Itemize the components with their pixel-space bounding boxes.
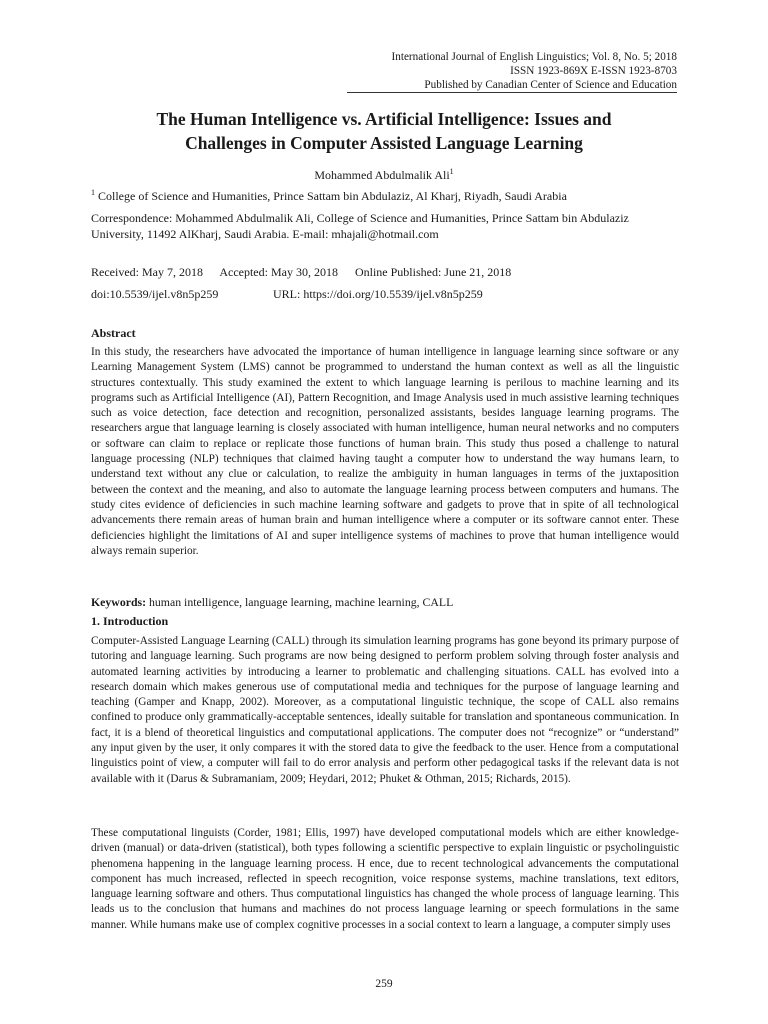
affiliation: [91, 188, 567, 204]
keywords: [91, 595, 453, 610]
journal-issn: ISSN 1923-869X E-ISSN 1923-8703: [510, 65, 677, 77]
introduction-paragraph-1: Computer-Assisted Language Learning (CALL) through its simulation learning programs has gone beyond its primary purpose of tutoring and language learning. Such programs are now being designed to perform problem solving through foster analysis and automated learning activities by introducing a learner to problematic and challenging situations. CALL has evolved into a research domain which makes generous use of computational media and techniques for the purpose of language learning and teaching (Gamper and Knapp, 2002). Moreover, as a computational linguistic technique, the scope of CALL also remains confined to produce only grammatically-acceptable sentences, ideally suitable for translation and spontaneous communication. In fact, it is a blend of theoretical linguistics and computational applications. The computer does not “recognize” or “understand” any input given by the user, it only compares it with the stored data to give the feedback to the user. Hence from a computational linguistics point of view, a computer will fail to do error analysis and perform other pedagogical tasks if the relevant data is not available with it (Darus & Subramaniam, 2009; Heydari, 2012; Phuket & Othman, 2015; Richards, 2015).: [91, 635, 679, 785]
title-line-2: Challenges in Computer Assisted Language Learning: [185, 133, 583, 153]
doi-url[interactable]: URL: https://doi.org/10.5539/ijel.v8n5p259: [273, 287, 483, 301]
journal-publisher: Published by Canadian Center of Science and Education: [424, 79, 677, 91]
affiliation-text: College of Science and Humanities, Prince Sattam bin Abdulaziz, Al Kharj, Riyadh, Saudi Arabia: [98, 189, 567, 203]
doi-line: [91, 287, 483, 302]
affiliation-marker: 1: [91, 188, 95, 197]
keywords-text: human intelligence, language learning, machine learning, CALL: [146, 595, 454, 609]
paper-title: [0, 107, 768, 155]
accepted-date: Accepted: May 30, 2018: [219, 265, 338, 279]
abstract-text: In this study, the researchers have advocated the importance of human intelligence in language learning since software or any Learning Management System (LMS) cannot be programmed to understand the human context as well as all the linguistic structures contextually. This study examined the extent to which language learning is perilous to machine learning and its programs such as Artificial Intelligence (AI), Pattern Recognition, and Image Analysis used in much assistive learning techniques such as voice detection, face detection and recognition, personalized assistants, besides language learning programs. The researchers argue that language learning is closely associated with human intelligence, human neural networks and no computers or software can claim to replace or replicate those functions of human brain. This study thus posed a challenge to natural language processing (NLP) techniques that claimed having taught a computer how to understand the way humans learn, to understand text without any clue or calculation, to realize the ambiguity in human languages in terms of the juxtaposition between the context and the meaning, and also to automate the language learning process between computers and humans. The study cites evidence of deficiencies in such machine learning software and gadgets to prove that in spite of all technological advancements there remain areas of human brain and human intelligence where a computer or its software cannot enter. These deficiencies highlight the limitations of AI and super intelligence systems of machines to prove that human intelligence would always remain superior.: [91, 346, 679, 557]
journal-header: [392, 50, 677, 92]
introduction-heading: 1. Introduction: [91, 614, 169, 628]
journal-citation: International Journal of English Linguistics; Vol. 8, No. 5; 2018: [391, 51, 677, 63]
published-date: Online Published: June 21, 2018: [354, 265, 512, 279]
introduction-paragraph-2: These computational linguists (Corder, 1981; Ellis, 1997) have developed computational models which are either knowledge-driven (manual) or data-driven (statistical), both types following a scientific perspective to explain linguistic or psycholinguistic phenomena happening in the language learning process. H ence, due to recent technological advancements the computational component has much increased, reflected in speech recognition, voice response systems, machine translations, text editors, language learning software and others. Thus computational linguistics has changed the whole process of language learning. This leads us to the conclusion that humans and machines do not process language learning or speech formulations in the same manner. While humans make use of complex cognitive processes in a social context to learn a language, a computer simply uses: [91, 827, 679, 931]
doi[interactable]: doi:10.5539/ijel.v8n5p259: [91, 287, 219, 301]
author-name: Mohammed Abdulmalik Ali: [314, 168, 450, 182]
abstract-heading: Abstract: [91, 326, 136, 340]
correspondence: Correspondence: Mohammed Abdulmalik Ali, College of Science and Humanities, Prince Sattam bin Abdulaziz University, 11492 AlKharj, Saudi Arabia. E-mail: mhajali@hotmail.com: [91, 211, 629, 241]
received-date: Received: May 7, 2018: [91, 265, 203, 279]
author-line: [0, 167, 768, 183]
header-rule: [347, 92, 677, 93]
author-affiliation-marker: 1: [449, 167, 454, 176]
page-number: 259: [375, 978, 393, 990]
keywords-label: Keywords:: [91, 595, 147, 609]
publication-dates: [91, 265, 525, 280]
title-line-1: The Human Intelligence vs. Artificial Intelligence: Issues and: [156, 109, 612, 129]
